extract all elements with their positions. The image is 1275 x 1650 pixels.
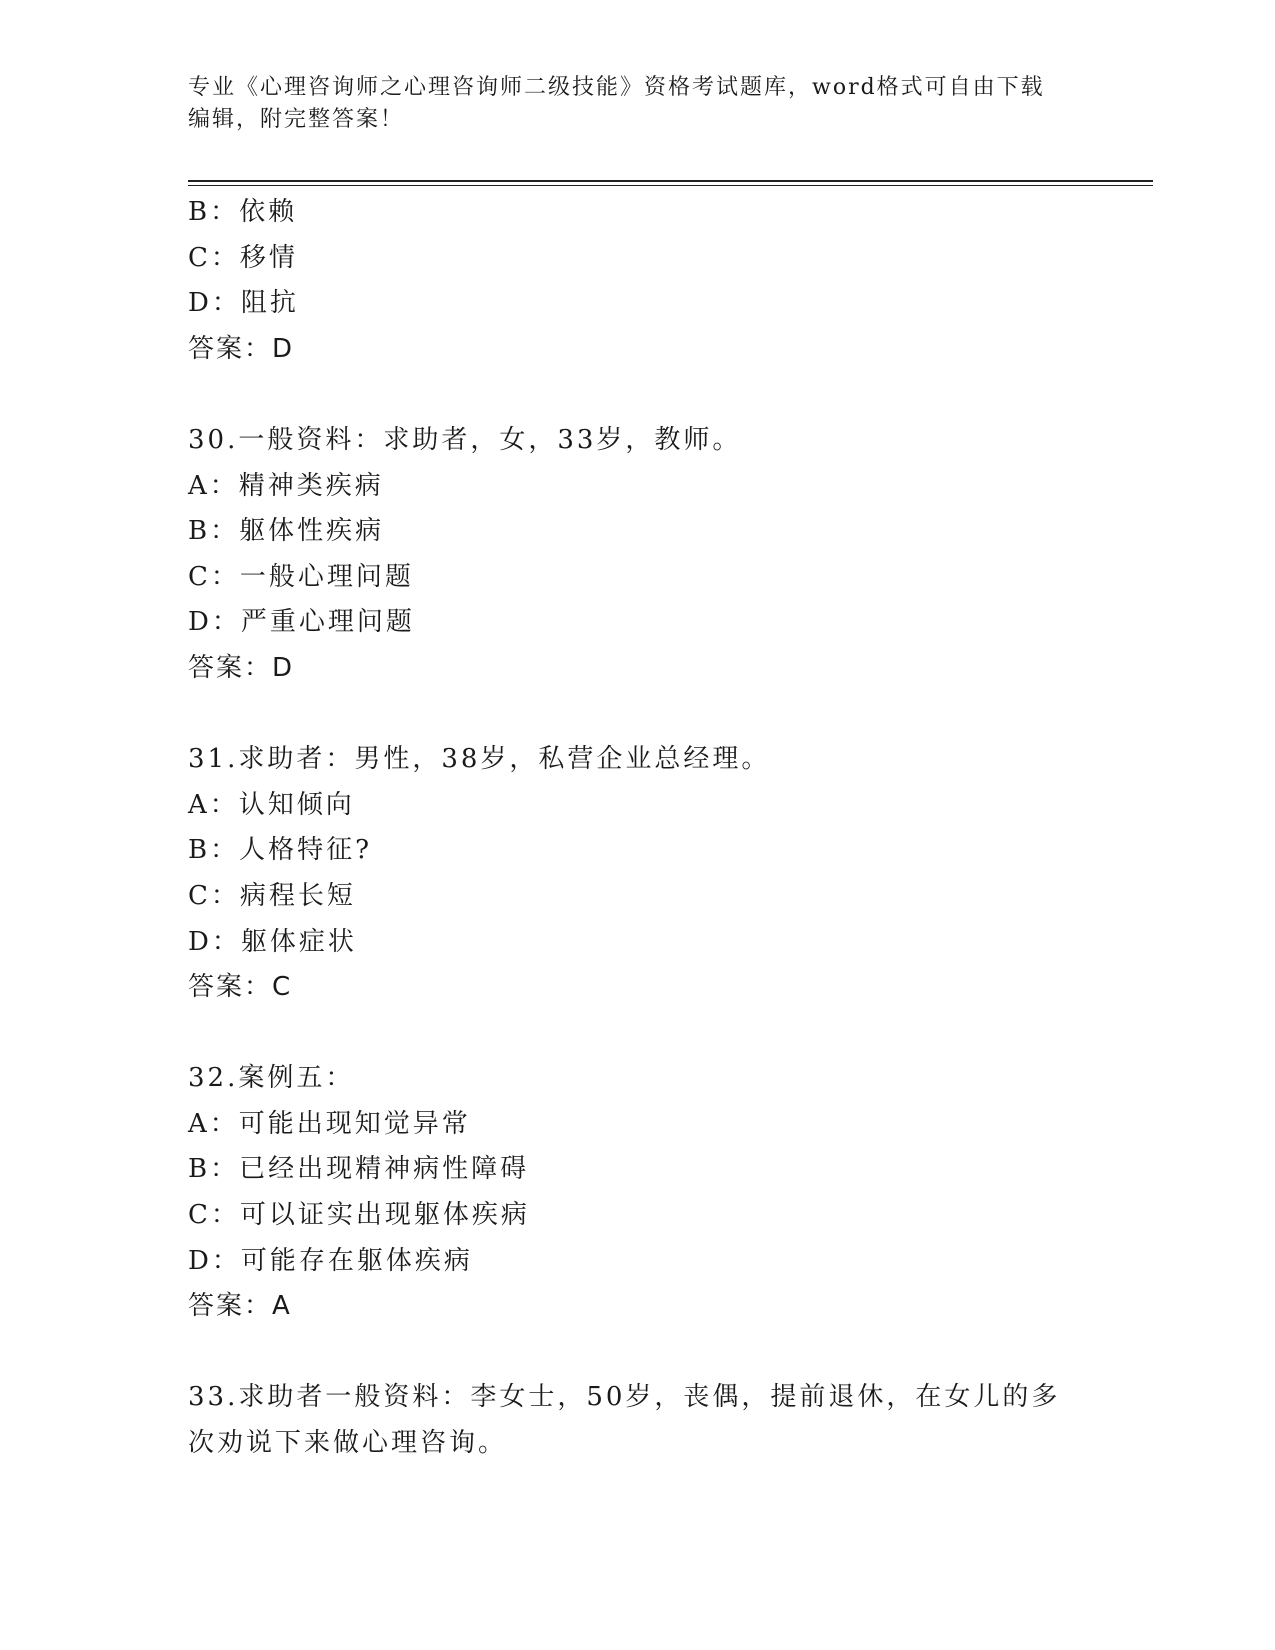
question-stem: 30.一般资料：求助者，女，33岁，教师。 [188,424,742,455]
answer-line: 答案：D [188,333,295,364]
document-header: 专业《心理咨询师之心理咨询师二级技能》资格考试题库，word格式可自由下载编辑，附完整答案！ [188,75,1045,132]
question-list [188,190,1088,1467]
spacer [188,692,1088,738]
question-block-33 [188,1375,1088,1466]
question-block-31 [188,737,1088,1011]
answer-line: 答案：A [188,1291,292,1322]
header-rule-thin [188,185,1153,186]
option-c: C：一般心理问题 [188,561,414,592]
question-block-30 [188,418,1088,692]
question-stem: 32.案例五： [188,1063,355,1094]
option-b: B：躯体性疾病 [188,516,385,547]
answer-line: 答案：D [188,652,295,683]
question-block-prev [188,190,1088,372]
question-stem: 31.求助者：男性，38岁，私营企业总经理。 [188,744,771,775]
option-b: B：人格特征? [188,835,373,866]
option-c: C：病程长短 [188,880,356,911]
option-a: A：认知倾向 [188,789,355,820]
question-stem: 33.求助者一般资料：李女士，50岁，丧偶，提前退休，在女儿的多次劝说下来做心理咨询。 [188,1382,1061,1459]
answer-line: 答案：C [188,972,293,1003]
option-c: C：移情 [188,242,298,273]
option-d: D：严重心理问题 [188,607,415,638]
option-d: D：阻抗 [188,288,299,319]
option-d: D：躯体症状 [188,926,357,957]
option-a: A：精神类疾病 [188,470,384,501]
question-block-32 [188,1056,1088,1330]
option-b: B：依赖 [188,197,298,227]
option-c: C：可以证实出现躯体疾病 [188,1200,530,1231]
header-rule-thick [188,180,1153,182]
spacer [188,1011,1088,1057]
option-a: A：可能出现知觉异常 [188,1108,471,1139]
spacer [188,1330,1088,1376]
option-d: D：可能存在躯体疾病 [188,1245,473,1276]
spacer [188,372,1088,418]
option-b: B：已经出现精神病性障碍 [188,1154,530,1185]
